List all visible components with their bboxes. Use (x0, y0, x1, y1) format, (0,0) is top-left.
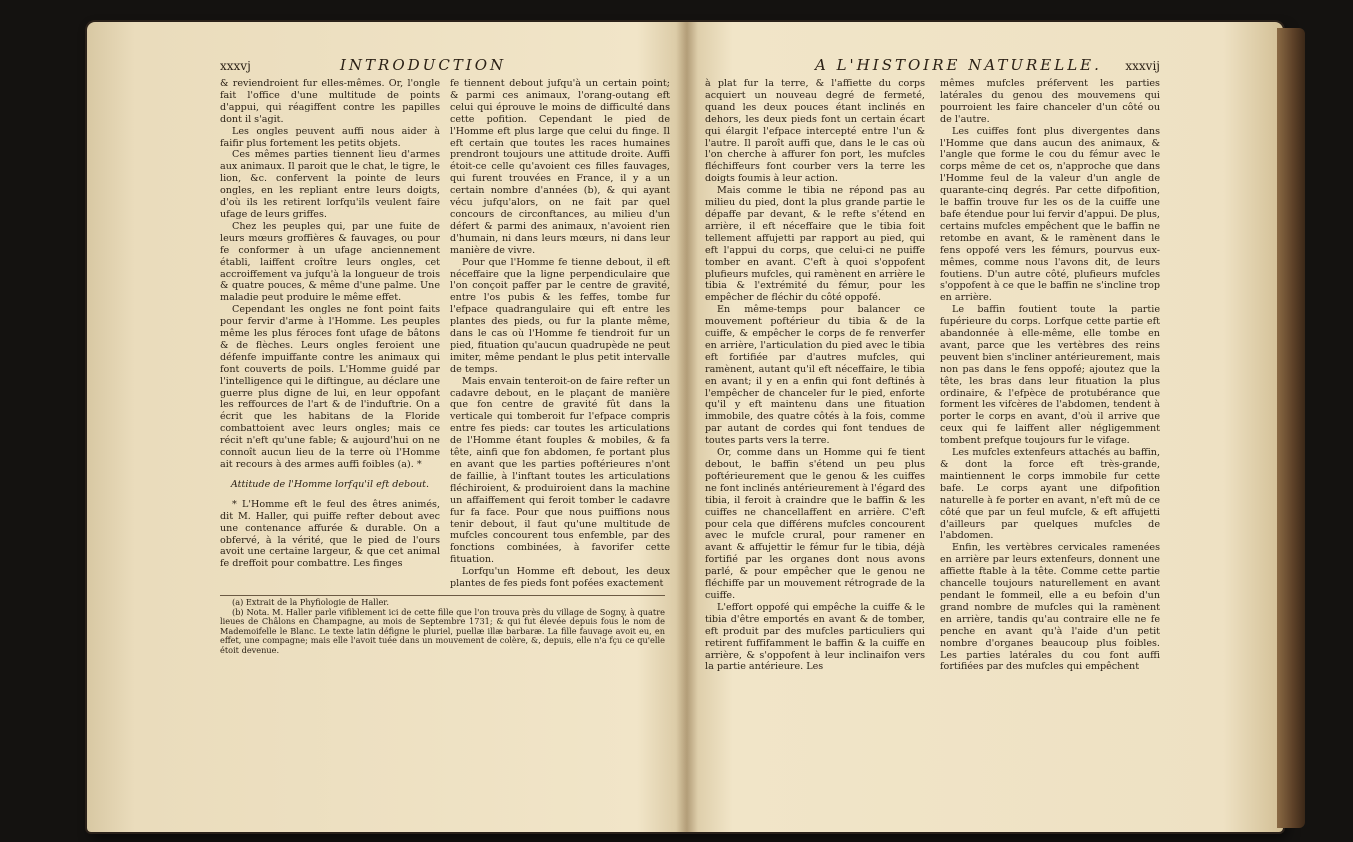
paragraph: Les cuiffes font plus divergentes dans l'Homme que dans aucun des animaux, & l'angle que forme le cou du fémur avec le corps même de cet os, n'approche que dans l'Homme feul de la valeur d'un angle de quarante-cinq degrés. Par cette difpofition, le baffin trouve fur les os de la cuiffe une bafe étendue pour lui fervir d'appui. De plus, certains mufcles empêchent que le baffin ne retombe en avant, & le ramènent dans le fens oppofé vers les fémurs, pourvus eux-mêmes, comme nous l'avons dit, de leurs foutiens. D'un autre côté, plufieurs mufcles s'oppofent à ce que le baffin ne s'incline trop en arrière. (940, 125, 1160, 304)
paragraph: mêmes mufcles préfervent les parties latérales du genou des mouvemens qui pourroient les faire chanceler d'un côté ou de l'autre. (940, 78, 1160, 125)
paragraph: Cependant les ongles ne font point faits pour fervir d'arme à l'Homme. Les peuples même les plus féroces font ufage de bâtons & de flèches. Leurs ongles feroient une défenfe impuiffante contre les animaux qui font couverts de poils. L'Homme guidé par l'intelligence qui le diftingue, au déclare une guerre plus digne de lui, en leur oppofant les reffources de l'art & de l'induftrie. On a écrit que les habitans de la Floride combattoient avec leurs ongles; mais ce récit n'eft qu'une fable; & aujourd'hui on ne connoît aucun lieu de la terre où l'Homme ait recours à des armes auffi foibles (a). * (220, 304, 440, 470)
page-number-left: xxxvj (220, 59, 251, 73)
right-column-2 (940, 78, 1160, 673)
paragraph: Chez les peuples qui, par une fuite de leurs mœurs groffières & fauvages, ou pour fe conformer à un ufage anciennement établi, laiffent croître leurs ongles, cet accroiffement va jufqu'à la longueur de trois & quatre pouces, & même d'une palme. Une maladie peut produire le même effet. (220, 220, 440, 304)
book-cover-edge (1277, 28, 1305, 828)
running-title-right: A L'HISTOIRE NATURELLE. (815, 56, 1102, 74)
left-column-2 (450, 78, 670, 590)
paragraph: & reviendroient fur elles-mêmes. Or, l'ongle fait l'office d'une multitude de points d'appui, qui réagiffent contre les papilles dont il s'agit. (220, 78, 440, 125)
section-heading: Attitude de l'Homme lorfqu'il eft debout. (230, 478, 430, 490)
footnote: (b) Nota. M. Haller parle vifiblement ici de cette fille que l'on trouva près du village de Sogny, à quatre lieues de Châlons en Champagne, au mois de Septembre 1731; & qui fut élevée depuis fous le nom de Mademoifelle le Blanc. Le texte latin défigne le pluriel, puellæ illæ barbaræ. La fille fauvage avoit eu, en effet, une compagne; mais elle l'avoit tuée dans un mouvement de colère, &, depuis, elle n'a fçu ce qu'elle étoit devenue. (220, 606, 665, 655)
running-head-left (220, 56, 670, 78)
paragraph: Or, comme dans un Homme qui fe tient debout, le baffin s'étend un peu plus poftérieurement que le genou & les cuiffes ne font inclinés antérieurement à l'égard des tibia, il feroit à craindre que le baffin & les cuiffes ne chancellaffent en arrière. C'eft pour cela que différens mufcles concourent avec le mufcle crural, pour ramener en avant & affujettir le fémur fur le tibia, déjà fortifié par les organes dont nous avons parlé, & pour empêcher que le genou ne fléchiffe par un mouvement rétrograde de la cuiffe. (705, 447, 925, 601)
paragraph: Les ongles peuvent auffi nous aider à faifir plus fortement les petits objets. (220, 125, 440, 149)
paragraph: * L'Homme eft le feul des êtres animés, dit M. Haller, qui puiffe refter debout avec une contenance affurée & durable. On a obfervé, à la vérité, que le pied de l'ours avoit une certaine largeur, & que cet animal fe dreffoit pour combattre. Les finges (220, 498, 440, 570)
paragraph: Mais envain tenteroit-on de faire refter un cadavre debout, en le plaçant de manière que fon centre de gravité fût dans la verticale qui tomberoit fur l'efpace compris entre fes pieds: car toutes les articulations de l'Homme étant fouples & mobiles, & fa tête, ainfi que fon abdomen, fe portant plus en avant que les parties poftérieures n'ont de faillie, à l'inftant toutes les articulations fléchiroient, & produiroient dans la machine un affaiffement qui feroit tomber le cadavre fur fa face. Pour que nous puiffions nous tenir debout, il faut qu'une multitude de mufcles concourent tous enfemble, par des fonctions combinées, à favorifer cette fituation. (450, 375, 670, 566)
paragraph: Lorfqu'un Homme eft debout, les deux plantes de fes pieds font pofées exactement (450, 566, 670, 590)
footnotes (220, 595, 665, 656)
paragraph: Enfin, les vertèbres cervicales ramenées en arrière par leurs extenfeurs, donnent une affiette ftable à la tête. Comme cette partie chancelle toujours naturellement en avant pendant le fommeil, elle a eu befoin d'un grand nombre de mufcles qui la ramènent en arrière, tandis qu'au contraire elle ne fe penche en avant qu'à l'aide d'un petit nombre d'organes beaucoup plus foibles. Les parties latérales du cou font auffi fortifiées par des mufcles qui empêchent (940, 542, 1160, 673)
running-head-right (705, 56, 1160, 78)
right-column-1 (705, 78, 925, 673)
running-title-left: INTRODUCTION (340, 56, 507, 74)
paragraph: fe tiennent debout jufqu'à un certain point; & parmi ces animaux, l'orang-outang eft celui qui éprouve le moins de difficulté dans cette pofition. Cependant le pied de l'Homme eft plus large que celui du finge. Il eft certain que toutes les races humaines prendront toujours une attitude droite. Auffi étoit-ce celle qu'avoient ces filles fauvages, qui furent trouvées en France, il y a un certain nombre d'années (b), & qui ayant vécu jufqu'alors, on ne fait par quel concours de circonftances, au milieu d'un défert & parmi des animaux, n'avoient rien d'humain, ni dans leurs mœurs, ni dans leur manière de vivre. (450, 78, 670, 256)
right-page (705, 56, 1160, 673)
paragraph: Mais comme le tibia ne répond pas au milieu du pied, dont la plus grande partie le dépaffe par devant, & le refte s'étend en arrière, il eft néceffaire que le tibia foit tellement affujetti par rapport au pied, qui eft l'appui du corps, que celui-ci ne puiffe tomber en avant. C'eft à quoi s'oppofent plufieurs mufcles, qui ramènent en arrière le tibia & l'extrémité du fémur, pour les empêcher de fléchir du côté oppofé. (705, 185, 925, 304)
book-gutter (676, 22, 698, 832)
paragraph: à plat fur la terre, & l'affiette du corps acquiert un nouveau degré de fermeté, quand les deux pouces étant inclinés en dehors, les deux pieds font un certain écart qui élargit l'efpace intercepté entre l'un & l'autre. Il paroît auffi que, dans le le cas où l'on cherche à affurer fon port, les mufcles fléchiffeurs font courber vers la terre les doigts foumis à leur action. (705, 78, 925, 185)
paragraph: Ces mêmes parties tiennent lieu d'armes aux animaux. Il paroit que le chat, le tigre, le lion, &c. confervent la pointe de leurs ongles, en les repliant entre leurs doigts, d'où ils les retirent lorfqu'ils veulent faire ufage de leurs griffes. (220, 149, 440, 220)
paragraph: Les mufcles extenfeurs attachés au baffin, & dont la force eft très-grande, maintiennent le corps immobile fur cette bafe. Le corps ayant une difpofition naturelle à fe porter en avant, n'eft mû de ce côté que par un feul mufcle, & eft affujetti d'ailleurs par quelques mufcles de l'abdomen. (940, 447, 1160, 542)
page-number-right: xxxvij (1125, 59, 1160, 73)
paragraph: En même-temps pour balancer ce mouvement poftérieur du tibia & de la cuiffe, & empêcher le corps de fe renverfer en arrière, l'articulation du pied avec le tibia eft fortifiée par d'autres mufcles, qui ramènent, autant qu'il eft néceffaire, le tibia en avant; il y en a enfin qui font deftinés à l'empêcher de chanceler fur le pied, enforte qu'il y eft maintenu dans une fituation immobile, des quatre côtés à la fois, comme par autant de cordes qui font tendues de toutes parts vers la terre. (705, 304, 925, 447)
left-column-1 (220, 78, 440, 590)
footnote: (a) Extrait de la Phyfiologie de Haller. (232, 596, 389, 607)
left-page (220, 56, 670, 656)
paragraph: L'effort oppofé qui empêche la cuiffe & le tibia d'être emportés en avant & de tomber, eft produit par des mufcles particuliers qui retirent fuffifamment le baffin & la cuiffe en arrière, & s'oppofent à leur inclinaifon vers la partie antérieure. Les (705, 601, 925, 673)
paragraph: Pour que l'Homme fe tienne debout, il eft néceffaire que la ligne perpendiculaire que l'on conçoit paffer par le centre de gravité, entre l'os pubis & les feffes, tombe fur l'efpace quadrangulaire qui eft entre les plantes des pieds, ou fur la plante même, dans le cas où l'Homme fe tiendroit fur un pied, fituation qu'aucun quadrupède ne peut imiter, même pendant le plus petit intervalle de temps. (450, 256, 670, 375)
paragraph: Le baffin foutient toute la partie fupérieure du corps. Lorfque cette partie eft abandonnée à elle-même, elle tombe en avant, parce que les vertèbres des reins peuvent bien s'incliner antérieurement, mais non pas dans le fens oppofé; ajoutez que la tête, les bras dans leur fituation la plus ordinaire, & l'efpèce de protubérance que forment les vifcères de l'abdomen, tendent à porter le corps en avant, d'où il arrive que ceux qui fe laiffent aller négligemment tombent prefque toujours fur le vifage. (940, 304, 1160, 447)
